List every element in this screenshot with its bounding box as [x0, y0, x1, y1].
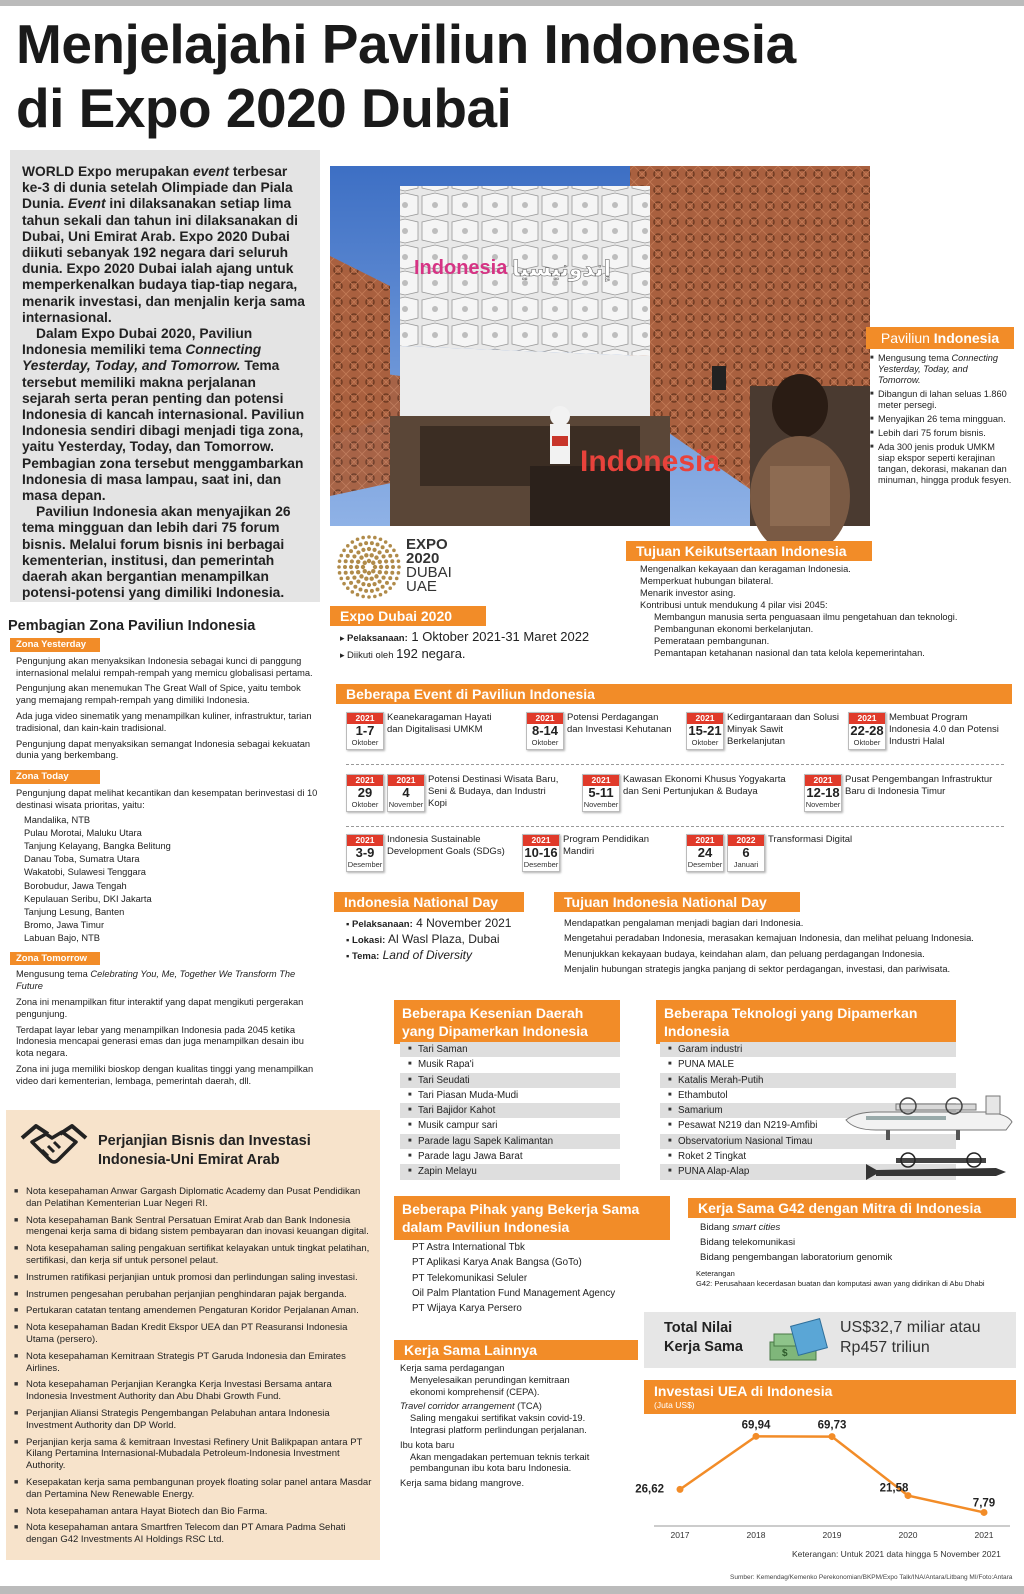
calendar-icon: 2021 5-11 November	[582, 774, 620, 812]
event-item: 2021 12-18 November Pusat Pengembangan Infrastruktur Baru di Indonesia Timur	[804, 774, 1004, 812]
emblem-dot	[337, 565, 341, 569]
emblem-dot	[371, 561, 375, 565]
emblem-dot	[363, 569, 367, 573]
emblem-dot	[339, 554, 343, 558]
list-item: Bromo, Jawa Timur	[24, 920, 105, 931]
emblem-dot	[351, 590, 355, 594]
top-border	[0, 0, 1024, 6]
emblem-dot	[358, 587, 362, 591]
list-item: Kepulauan Seribu, DKI Jakarta	[24, 893, 152, 904]
data-point	[753, 1433, 760, 1440]
data-label: 21,58	[879, 1482, 909, 1495]
sub-item: Pemantapan ketahanan nasional dan tata kelola kepemerintahan.	[654, 648, 925, 658]
kesenian-heading: Beberapa Kesenian Daerah yang Dipamerkan Indonesia	[394, 1000, 620, 1044]
emblem-dot	[397, 565, 401, 569]
emblem-dot	[349, 549, 353, 553]
kesenian-list	[400, 1042, 620, 1180]
list-item: Terdapat layar lebar yang menampilkan Indonesia pada 2045 ketika Indonesia mencapai generasi emas dan juga menampilkan desain ibu kota negara.	[16, 1024, 304, 1059]
emblem-dot	[388, 586, 392, 590]
g42-list	[694, 1220, 1014, 1289]
list-item: PT Astra International Tbk	[412, 1242, 525, 1253]
calendar-icon: 2021 10-16 Desember	[522, 834, 560, 872]
emblem-dot	[372, 548, 376, 552]
emblem-dot	[373, 565, 377, 569]
emblem-dot	[356, 593, 360, 597]
emblem-dot	[361, 595, 365, 599]
emblem-dot	[356, 560, 360, 564]
emblem-dot	[371, 569, 375, 573]
list-item: Bidang smart cities	[700, 1222, 781, 1233]
emblem-dot	[395, 554, 399, 558]
sub-item: Integrasi platform perlindungan perjalanan.	[410, 1424, 587, 1435]
destination-list	[16, 814, 320, 946]
lainnya-list	[400, 1363, 600, 1490]
emblem-dot	[353, 545, 357, 549]
perjanjian-list	[12, 1186, 372, 1551]
list-item: Pengunjung akan menemukan The Great Wall of Spice, yaitu tembok yang memajang rempah-rempah yang dimiliki Indonesia.	[16, 683, 301, 706]
list-item: ■ Tari Saman	[400, 1042, 620, 1057]
data-label: 26,62	[635, 1483, 664, 1496]
emblem-dot	[373, 595, 377, 599]
expo-dubai-diikuti: ▸ Diikuti oleh 192 negara.	[340, 646, 466, 661]
emblem-dot	[364, 553, 368, 557]
list-item: ■ PUNA MALE	[660, 1057, 956, 1072]
list-item: Menjalin hubungan strategis jangka panjang di sektor perdagangan, investasi, dan pariwisata.	[564, 964, 951, 975]
national-day-info	[346, 916, 546, 964]
list-item: ■ Nota kesepahaman Perjanjian Kerangka Kerja Investasi Bersama antara Indonesia Investment Authority dan Abu Dhabi Growth Fund.	[12, 1379, 372, 1403]
emblem-dot	[379, 565, 383, 569]
emblem-dot	[381, 585, 385, 589]
emblem-dot	[385, 581, 389, 585]
event-item: 2021 1-7 Oktober Keanekaragaman Hayati dan Digitalisasi UMKM	[346, 712, 506, 750]
emblem-dot	[367, 595, 371, 599]
data-label: 7,79	[972, 1497, 996, 1510]
list-item: PT Aplikasi Karya Anak Bangsa (GoTo)	[412, 1257, 582, 1269]
list-item: ■ Dibangun di lahan seluas 1.860 meter persegi.	[870, 389, 1012, 411]
emblem-dot	[388, 554, 392, 558]
list-item: Mengusung tema Celebrating You, Me, Together We Transform The Future	[16, 969, 296, 992]
data-point	[677, 1486, 684, 1493]
list-item: ■ Perjanjian kerja sama & kemitraan Investasi Refinery Unit Balikpapan antara PT Kilang Pertamina Internasional-Mubadala Petroleum-Indonesia Investment Authority.	[12, 1437, 372, 1472]
list-item: ■ Nota kesepahaman antara Hayat Biotech dan Bio Farma.	[12, 1506, 372, 1518]
expo-dubai-pelaksanaan: ▸ Pelaksanaan: 1 Oktober 2021-31 Maret 2022	[340, 629, 590, 644]
emblem-dot	[359, 555, 363, 559]
event-item: 2021 10-16 Desember Program Pendidikan Mandiri	[522, 834, 682, 872]
data-point	[981, 1509, 988, 1516]
perjanjian-heading: Perjanjian Bisnis dan Investasi Indonesia-Uni Emirat Arab	[98, 1133, 311, 1168]
zona-yesterday-label: Zona Yesterday	[10, 638, 100, 652]
emblem-dot	[338, 571, 342, 575]
sub-item: Akan mengadakan pertemuan teknis terkait pembangunan ibu kota baru Indonesia.	[410, 1451, 590, 1474]
calendar-icon: 2021 12-18 November	[804, 774, 842, 812]
emblem-dot	[367, 535, 371, 539]
emblem-dot	[361, 536, 365, 540]
list-item: Labuan Bajo, NTB	[24, 933, 100, 944]
tujuan-nd-list	[556, 916, 1018, 978]
emblem-dot	[346, 576, 350, 580]
list-item: PT Wijaya Karya Persero	[412, 1303, 522, 1315]
list-item: PT Telekomunikasi Seluler	[412, 1272, 528, 1284]
list-item: ■ Parade lagu Sapek Kalimantan	[400, 1134, 620, 1149]
emblem-dot	[346, 544, 350, 548]
zona-heading: Pembagian Zona Paviliun Indonesia	[8, 618, 256, 634]
sign-latin: Indonesia	[414, 257, 508, 279]
emblem-dot	[349, 581, 353, 585]
list-item: ■ Pesawat N219 dan N219-Amfibi	[660, 1118, 956, 1133]
list-item: ■ Nota kesepahaman saling pengakuan sertifikat kelayakan untuk tingkat pelatihan, sertifikasi, dan kerja sif untuk personel pelaut.	[12, 1243, 372, 1267]
emblem-dot	[343, 565, 347, 569]
list-item: ■ Observatorium Nasional Timau	[660, 1134, 956, 1149]
paviliun-heading: Paviliun Indonesia	[866, 327, 1014, 349]
list-item: ■ Roket 2 Tingkat	[660, 1149, 956, 1164]
total-box	[644, 1312, 1016, 1368]
emblem-dot	[397, 559, 401, 563]
emblem-dot	[339, 577, 343, 581]
total-label: Total Nilai Kerja Sama	[664, 1320, 743, 1355]
list-item: Pengunjung dapat melihat kecantikan dan kesempatan berinvestasi di 10 destinasi wisata prioritas, yaitu:	[16, 787, 318, 810]
emblem-dot	[350, 559, 354, 563]
emblem-dot	[350, 570, 354, 574]
emblem-dot	[367, 559, 371, 563]
paviliun-box	[866, 327, 1014, 489]
list-item: ■ Mengusung tema Connecting Yesterday, Today, and Tomorrow.	[870, 353, 1012, 386]
emblem-dot	[379, 593, 383, 597]
emblem-dot	[344, 559, 348, 563]
emblem-dot	[356, 570, 360, 574]
divider	[346, 826, 1004, 827]
emblem-dot	[379, 537, 383, 541]
events-heading: Beberapa Event di Paviliun Indonesia	[336, 684, 1012, 704]
list-item: Borobudur, Jawa Tengah	[24, 880, 127, 891]
lainnya-heading: Kerja Sama Lainnya	[394, 1340, 638, 1360]
emblem-dot	[385, 549, 389, 553]
total-value: US$32,7 miliar atau Rp457 triliun	[840, 1319, 981, 1356]
emblem-dot	[384, 540, 388, 544]
emblem-dot	[356, 550, 360, 554]
list-item: ■ Garam industri	[660, 1042, 956, 1057]
list-item: Kerja sama perdagangan	[400, 1363, 505, 1373]
source-credit: Sumber: Kemendag/Kemenko Perekonomian/BKPM/Expo Talk/INA/Antara/Litbang MI/Foto:Antara	[730, 1574, 1013, 1581]
sign-arabic: إندونيسيا	[512, 257, 612, 282]
emblem-dot	[384, 570, 388, 574]
zona-tomorrow-label: Zona Tomorrow	[10, 952, 100, 966]
list-item: Mengetahui peradaban Indonesia, merasakan kemajuan Indonesia, dan melihat peluang Indonesia.	[564, 933, 974, 944]
list-item: Ibu kota baru	[400, 1439, 455, 1450]
intro-box	[10, 150, 320, 602]
calendar-icon: 2021 3-9 Desember	[346, 834, 384, 872]
national-day-heading: Indonesia National Day	[334, 892, 524, 912]
national-day-pelaksanaan: ▪ Pelaksanaan: 4 November 2021	[346, 916, 512, 930]
zona-section	[10, 638, 320, 1088]
list-item: ■ Tari Seudati	[400, 1073, 620, 1088]
emblem-dot	[353, 585, 357, 589]
event-item: 2021 15-21 Oktober Kedirgantaraan dan Solusi Minyak Sawit Berkelanjutan	[686, 712, 841, 750]
emblem-dot	[381, 554, 385, 558]
x-tick-label: 2017	[670, 1530, 690, 1540]
emblem-dot	[390, 571, 394, 575]
list-item: ■ Nota kesepahaman Anwar Gargash Diplomatic Academy dan Pusat Pendidikan dan Pelatihan Kementerian Luar Negeri RI.	[12, 1186, 372, 1210]
zona-today-label: Zona Today	[10, 770, 100, 784]
list-item: ■ Katalis Merah-Putih	[660, 1073, 956, 1088]
tujuan-nd-heading: Tujuan Indonesia National Day	[554, 892, 800, 912]
pavilion-photo	[330, 166, 870, 526]
list-item: Zona ini juga memiliki bioskop dengan kualitas tinggi yang menampilkan video dari kementerian, lembaga, pemerintah daerah, dll.	[16, 1063, 314, 1086]
emblem-dot	[355, 565, 359, 569]
handshake-icon	[18, 1120, 90, 1176]
g42-note: Keterangan G42: Perusahaan kecerdasan buatan dan komputasi awan yang didirikan di Abu Dhabi	[696, 1269, 985, 1288]
emblem-dot	[376, 543, 380, 547]
emblem-dot	[358, 543, 362, 547]
emblem-dot	[346, 586, 350, 590]
emblem-dot	[374, 555, 378, 559]
emblem-dot	[385, 565, 389, 569]
chart-title: Investasi UEA di Indonesia	[654, 1383, 833, 1399]
emblem-dot	[378, 570, 382, 574]
event-item: 2021 8-14 Oktober Potensi Perdagangan dan Investasi Kehutanan	[526, 712, 676, 750]
list-item: ■ Nota kesepahaman Kemitraan Strategis PT Garuda Indonesia dan Emirates Airlines.	[12, 1351, 372, 1375]
x-tick-label: 2020	[898, 1530, 918, 1540]
emblem-dot	[344, 571, 348, 575]
list-item: ■ Nota kesepahaman Bank Sentral Persatuan Emirat Arab dan Bank Indonesia mengenai kerja sama di bidang sistem pembayaran dan inovasi keuangan digital.	[12, 1215, 372, 1239]
pihak-heading: Beberapa Pihak yang Bekerja Sama dalam Paviliun Indonesia	[394, 1196, 670, 1240]
emblem-dot	[364, 541, 368, 545]
chart-heading	[644, 1380, 1016, 1414]
tujuan-list	[634, 563, 1024, 659]
list-item: ■ Ada 300 jenis produk UMKM siap ekspor seperti kerajinan tangan, dekorasi, makanan dan minuman, hingga produk fesyen.	[870, 442, 1012, 486]
emblem-dot	[377, 579, 381, 583]
list-item: Menunjukkan kekayaan budaya, keindahan alam, dan peluang perdagangan Indonesia.	[564, 948, 925, 959]
list-item: ■ Menyajikan 26 tema mingguan.	[870, 414, 1012, 425]
list-item: ■ Lebih dari 75 forum bisnis.	[870, 428, 1012, 439]
emblem-dot	[388, 544, 392, 548]
events-row-3	[346, 834, 1006, 884]
calendar-icon: 2021 4 November	[387, 774, 425, 812]
emblem-dot	[391, 565, 395, 569]
emblem-dot	[376, 587, 380, 591]
list-item: ■ Tari Piasan Muda-Mudi	[400, 1088, 620, 1103]
intro-paragraph-2: Dalam Expo Dubai 2020, Paviliun Indonesia memiliki tema Connecting Yesterday, Today, and Tomorrow. Tema tersebut memiliki makna perjalanan sejarah serta peran penting dan potensi Indonesia di kancah internasional. Paviliun Indonesia sendiri dibagi menjadi tiga zona, yaitu Yesterday, Today, dan Tomorrow. Pembagian zona tersebut menggambarkan Indonesia di masa lampau, saat ini, dan masa depan.	[22, 326, 305, 504]
list-item: ■ Ethambutol	[660, 1088, 956, 1103]
event-item: 2021 3-9 Desember Indonesia Sustainable Development Goals (SDGs)	[346, 834, 516, 872]
emblem-dot	[361, 582, 365, 586]
list-item: Pengunjung dapat menyaksikan semangat Indonesia sebagai kekuatan dunia yang berkembang.	[16, 738, 311, 761]
emblem-dot	[369, 553, 373, 557]
investasi-chart	[635, 1380, 1016, 1580]
emblem-dot	[373, 536, 377, 540]
list-item: Bidang telekomunikasi	[700, 1237, 796, 1248]
events-row-2	[346, 774, 1006, 824]
list-item: Tanjung Lesung, Banten	[24, 906, 125, 917]
emblem-dot	[364, 589, 368, 593]
sub-item: Pemerataan pembangunan.	[654, 636, 770, 646]
chart-subtitle: (Juta US$)	[654, 1400, 695, 1410]
g42-heading: Kerja Sama G42 dengan Mitra di Indonesia	[688, 1198, 1016, 1218]
emblem-dot	[378, 560, 382, 564]
data-label: 69,73	[817, 1419, 847, 1432]
intro-paragraph-1: WORLD Expo merupakan event terbesar ke-3 di dunia setelah Olimpiade dan Piala Dunia. Event ini dilaksanakan setiap lima tahun sekali dan tahun ini dilaksanakan di Dubai, Uni Emirat Arab. Expo 2020 Dubai diikuti sebanyak 192 negara dari seluruh dunia. Expo 2020 Dubai ialah ajang untuk memperkenalkan budaya tiap-tiap negara, menarik investasi, dan menjalin kerja sama internasional.	[22, 164, 305, 325]
calendar-icon: 2021 22-28 Oktober	[848, 712, 886, 750]
x-tick-label: 2019	[822, 1530, 842, 1540]
list-item: Mandalika, NTB	[24, 814, 91, 825]
list-item: Oil Palm Plantation Fund Management Agency	[412, 1287, 616, 1299]
emblem-dot	[367, 547, 371, 551]
tujuan-heading: Tujuan Keikutsertaan Indonesia	[626, 541, 872, 561]
series-line	[680, 1436, 984, 1512]
list-item: ■ Nota kesepahaman antara Smartfren Telecom dan PT Amara Padma Sehati dengan G42 Investments AI Holdings RSC Ltd.	[12, 1522, 372, 1546]
emblem-dot	[384, 559, 388, 563]
teknologi-heading: Beberapa Teknologi yang Dipamerkan Indonesia	[656, 1000, 956, 1044]
list-item: Memperkuat hubungan bilateral.	[640, 576, 774, 586]
bottom-border	[0, 1586, 1024, 1594]
data-point	[829, 1433, 836, 1440]
list-item: Menarik investor asing.	[640, 588, 736, 598]
emblem-dot	[381, 575, 385, 579]
emblem-dot	[381, 545, 385, 549]
data-label: 69,94	[741, 1419, 771, 1432]
calendar-icon: 2021 29 Oktober	[346, 774, 384, 812]
event-item: 2021 5-11 November Kawasan Ekonomi Khusus Yogyakarta dan Seni Pertunjukan & Budaya	[582, 774, 792, 812]
emblem-dot	[342, 582, 346, 586]
paviliun-list	[866, 349, 1014, 486]
airplane-icon	[836, 1090, 1016, 1150]
x-tick-label: 2018	[746, 1530, 766, 1540]
sub-item: Saling mengakui sertifikat vaksin covid-19.	[410, 1413, 586, 1424]
emblem-dot	[374, 574, 378, 578]
events-row-1	[346, 712, 1006, 762]
list-item: ■ Musik Rapa'i	[400, 1057, 620, 1072]
list-item: Danau Toba, Sumatra Utara	[24, 854, 140, 865]
list-item: Ada juga video sinematik yang menampilkan kuliner, infrastruktur, tarian tradisional, dan kain-kain tradisional.	[16, 710, 312, 733]
emblem-dot	[352, 554, 356, 558]
calendar-icon: 2022 6 Januari	[727, 834, 765, 872]
emblem-dot	[384, 590, 388, 594]
list-item: ■ Perjanjian Aliansi Strategis Pengembangan Pelabuhan antara Indonesia Investment Authority dan DP World.	[12, 1408, 372, 1432]
emblem-dot	[392, 549, 396, 553]
emblem-dot	[338, 559, 342, 563]
event-item: 2021 29 Oktober 2021 4 November Potensi Destinasi Wisata Baru, Seni & Budaya, dan Industri Kopi	[346, 774, 566, 812]
emblem-dot	[361, 548, 365, 552]
emblem-dot	[342, 549, 346, 553]
emblem-dot	[356, 579, 360, 583]
emblem-dot	[352, 575, 356, 579]
sign-ground: Indonesia	[580, 445, 721, 478]
list-item: Bidang pengembangan laboratorium genomik	[700, 1252, 893, 1263]
sub-item: Menyelesaikan perundingan kemitraan ekonomi komprehensif (CEPA).	[410, 1374, 570, 1397]
list-item: ■ Nota kesepahaman Badan Kredit Ekspor UEA dan PT Reasuransi Indonesia Utama (persero).	[12, 1322, 372, 1346]
list-item: ■ Musik campur sari	[400, 1118, 620, 1133]
list-item: ■ Parade lagu Jawa Barat	[400, 1149, 620, 1164]
page-title: Menjelajahi Paviliun Indonesia di Expo 2020 Dubai	[16, 13, 796, 139]
list-item: Pulau Morotai, Maluku Utara	[24, 827, 142, 838]
event-item: 2021 24 Desember 2022 6 Januari Transformasi Digital	[686, 834, 886, 872]
list-item: Pengunjung akan menyaksikan Indonesia sebagai kunci di panggung internasional melalui rempah-rempah yang memicu globalisasi pertama.	[16, 655, 313, 678]
list-item: Travel corridor arrangement (TCA)	[400, 1401, 542, 1412]
expo-dubai-info	[340, 629, 630, 663]
list-item: ■ Zapin Melayu	[400, 1164, 620, 1179]
divider	[346, 764, 1004, 765]
emblem-dot	[369, 576, 373, 580]
calendar-icon: 2021 8-14 Oktober	[526, 712, 564, 750]
emblem-dot	[372, 582, 376, 586]
emblem-dot	[363, 561, 367, 565]
svg-text:$: $	[782, 1348, 788, 1359]
emblem-dot	[361, 565, 365, 569]
expo-dubai-heading: Expo Dubai 2020	[330, 606, 486, 626]
emblem-dot	[370, 589, 374, 593]
perjanjian-box	[6, 1110, 380, 1560]
list-item: Tanjung Kelayang, Bangka Belitung	[24, 840, 171, 851]
emblem-dot	[370, 541, 374, 545]
emblem-dot	[351, 540, 355, 544]
intro-paragraph-3: Paviliun Indonesia akan menyajikan 26 tema mingguan dan lebih dari 75 forum bisnis. Melalui forum bisnis ini berbagai kementerian, institusi, dan pemerintah daerah akan bergantian menampilkan potensi-potensi yang dimiliki Indonesia.	[22, 504, 291, 601]
list-item: ■ Instrumen pengesahan perubahan perjanjian penghindaran pajak berganda.	[12, 1289, 372, 1301]
list-item: ■ Instrumen ratifikasi perjanjian untuk promosi dan perlindungan saling investasi.	[12, 1272, 372, 1284]
pihak-list	[404, 1240, 674, 1316]
list-item: ■ Kesepakatan kerja sama pembangunan proyek floating solar panel antara Masdar dan Pertamina New Renewable Energy.	[12, 1477, 372, 1501]
sub-item: Pembangunan ekonomi berkelanjutan.	[654, 624, 814, 634]
expo-logo-text: EXPO 2020 DUBAI UAE	[406, 536, 452, 595]
event-item: 2021 22-28 Oktober Membuat Program Indonesia 4.0 dan Potensi Industri Halal	[848, 712, 1008, 750]
emblem-dot	[388, 576, 392, 580]
list-item: Kerja sama bidang mangrove.	[400, 1478, 525, 1489]
calendar-icon: 2021 15-21 Oktober	[686, 712, 724, 750]
list-item: Zona ini menampilkan fitur interaktif yang dapat mengikuti pergerakan pengunjung.	[16, 996, 304, 1019]
emblem-dot	[359, 574, 363, 578]
calendar-icon: 2021 1-7 Oktober	[346, 712, 384, 750]
list-item: Mendapatkan pengalaman menjadi bagian dari Indonesia.	[564, 918, 804, 928]
list-item: Mengenalkan kekayaan dan keragaman Indonesia.	[640, 564, 851, 574]
drone-icon	[856, 1150, 1016, 1190]
emblem-dot	[346, 554, 350, 558]
calendar-icon: 2021 24 Desember	[686, 834, 724, 872]
emblem-dot	[390, 559, 394, 563]
list-item: ■ Tari Bajidor Kahot	[400, 1103, 620, 1118]
emblem-dot	[395, 577, 399, 581]
emblem-dot	[377, 550, 381, 554]
emblem-dot	[392, 582, 396, 586]
list-item: Wakatobi, Sulawesi Tenggara	[24, 867, 146, 878]
chart-plot	[635, 1414, 1016, 1546]
national-day-lokasi: ▪ Lokasi: Al Wasl Plaza, Dubai	[346, 932, 500, 946]
sub-item: Membangun manusia serta penguasaan ilmu pengetahuan dan teknologi.	[654, 612, 958, 622]
list-item: ■ Pertukaran catatan tentang amendemen Pengaturan Koridor Perjalanan Aman.	[12, 1305, 372, 1317]
x-tick-label: 2021	[974, 1530, 994, 1540]
emblem-dot	[356, 537, 360, 541]
money-icon	[768, 1316, 830, 1364]
emblem-dot	[367, 571, 371, 575]
national-day-tema: ▪ Tema: Land of Diversity	[346, 948, 473, 962]
emblem-dot	[364, 576, 368, 580]
emblem-dot	[367, 583, 371, 587]
emblem-dot	[397, 571, 401, 575]
chart-note: Keterangan: Untuk 2021 data hingga 5 November 2021	[792, 1549, 1001, 1559]
expo-logo-emblem	[336, 534, 402, 600]
list-item: ■ PUNA Alap-Alap	[660, 1164, 956, 1179]
emblem-dot	[349, 565, 353, 569]
list-item: Kontribusi untuk mendukung 4 pilar visi 2045:	[640, 600, 828, 610]
list-item: ■ Samarium	[660, 1103, 956, 1118]
